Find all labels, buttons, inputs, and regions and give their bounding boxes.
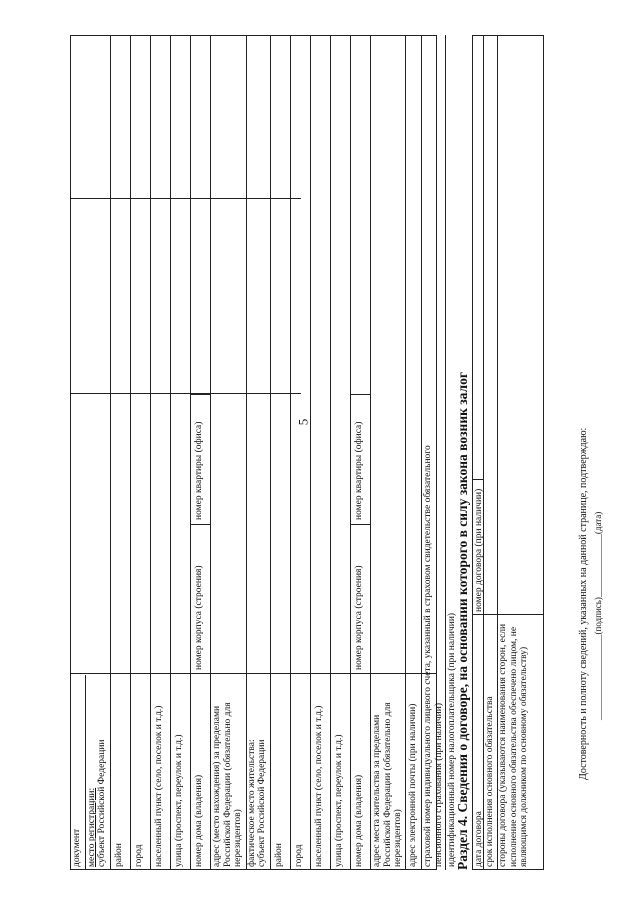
signature-line: ___________________(подпись)______________(дата)	[593, 511, 603, 720]
office-label: номер квартиры (офиса)	[194, 421, 204, 520]
table-row: район	[274, 843, 284, 867]
table-row: фактическое место жительства:	[247, 739, 257, 867]
table-row: номер дома (владения)	[354, 774, 364, 867]
table-row: город	[134, 844, 144, 867]
table-row: город	[294, 844, 304, 867]
korpus-label: номер корпуса (строения)	[354, 565, 364, 670]
table-row: страховой номер индивидуального лицевого счета, указанный в страховом свидетельстве обязательного пенсионного страхования (при наличии)	[423, 445, 444, 867]
rotated-form	[35, 35, 603, 870]
table-row: улица (проспект, переулок и т.д.)	[174, 734, 184, 867]
contract-number-label: номер договора (при наличии)	[474, 488, 484, 612]
table-row: адрес места жительства за пределами Российской Федерации (обязательно для нерезидентов)	[372, 702, 403, 867]
table-row: субъект Российской Федерации	[257, 739, 267, 867]
table-row: населенный пункт (село, поселок и т.д.)	[154, 705, 164, 867]
table-row: адрес электронной почты (при наличии)	[408, 703, 418, 867]
korpus-label: номер корпуса (строения)	[194, 565, 204, 670]
table-row: стороны договора (указываются наименования сторон, если исполнение основного обязательства обеспечено лицом, не являющимся должником по основному обязательству)	[498, 623, 529, 867]
section-4-title: Раздел 4. Сведения о договоре, на основании которого в силу закона возник залог	[455, 371, 470, 870]
page-number: 5	[295, 418, 311, 426]
table-row: идентификационный номер налогоплательщика (при наличии)	[447, 612, 457, 867]
table-row: срок исполнения основного обязательства	[485, 696, 495, 867]
table-row: населенный пункт (село, поселок и т.д.)	[314, 705, 324, 867]
table-row: номер дома (владения)	[194, 774, 204, 867]
table-row: субъект Российской Федерации	[97, 739, 107, 867]
date-label: (дата)	[593, 511, 603, 535]
office-label: номер квартиры (офиса)	[354, 421, 364, 520]
table-row: улица (проспект, переулок и т.д.)	[334, 734, 344, 867]
table-row: место регистрации:	[87, 787, 97, 867]
table-row: дата договора	[474, 811, 484, 867]
confirm-text: Достоверность и полноту сведений, указанных на данной странице, подтверждаю:	[578, 427, 589, 780]
signature-label: (подпись)	[593, 597, 603, 635]
table-row: район	[114, 843, 124, 867]
table-row: адрес (место нахождения) за пределами Российской Федерации (обязательно для нерезидентов)	[212, 702, 243, 867]
table-row: документ	[72, 828, 82, 867]
